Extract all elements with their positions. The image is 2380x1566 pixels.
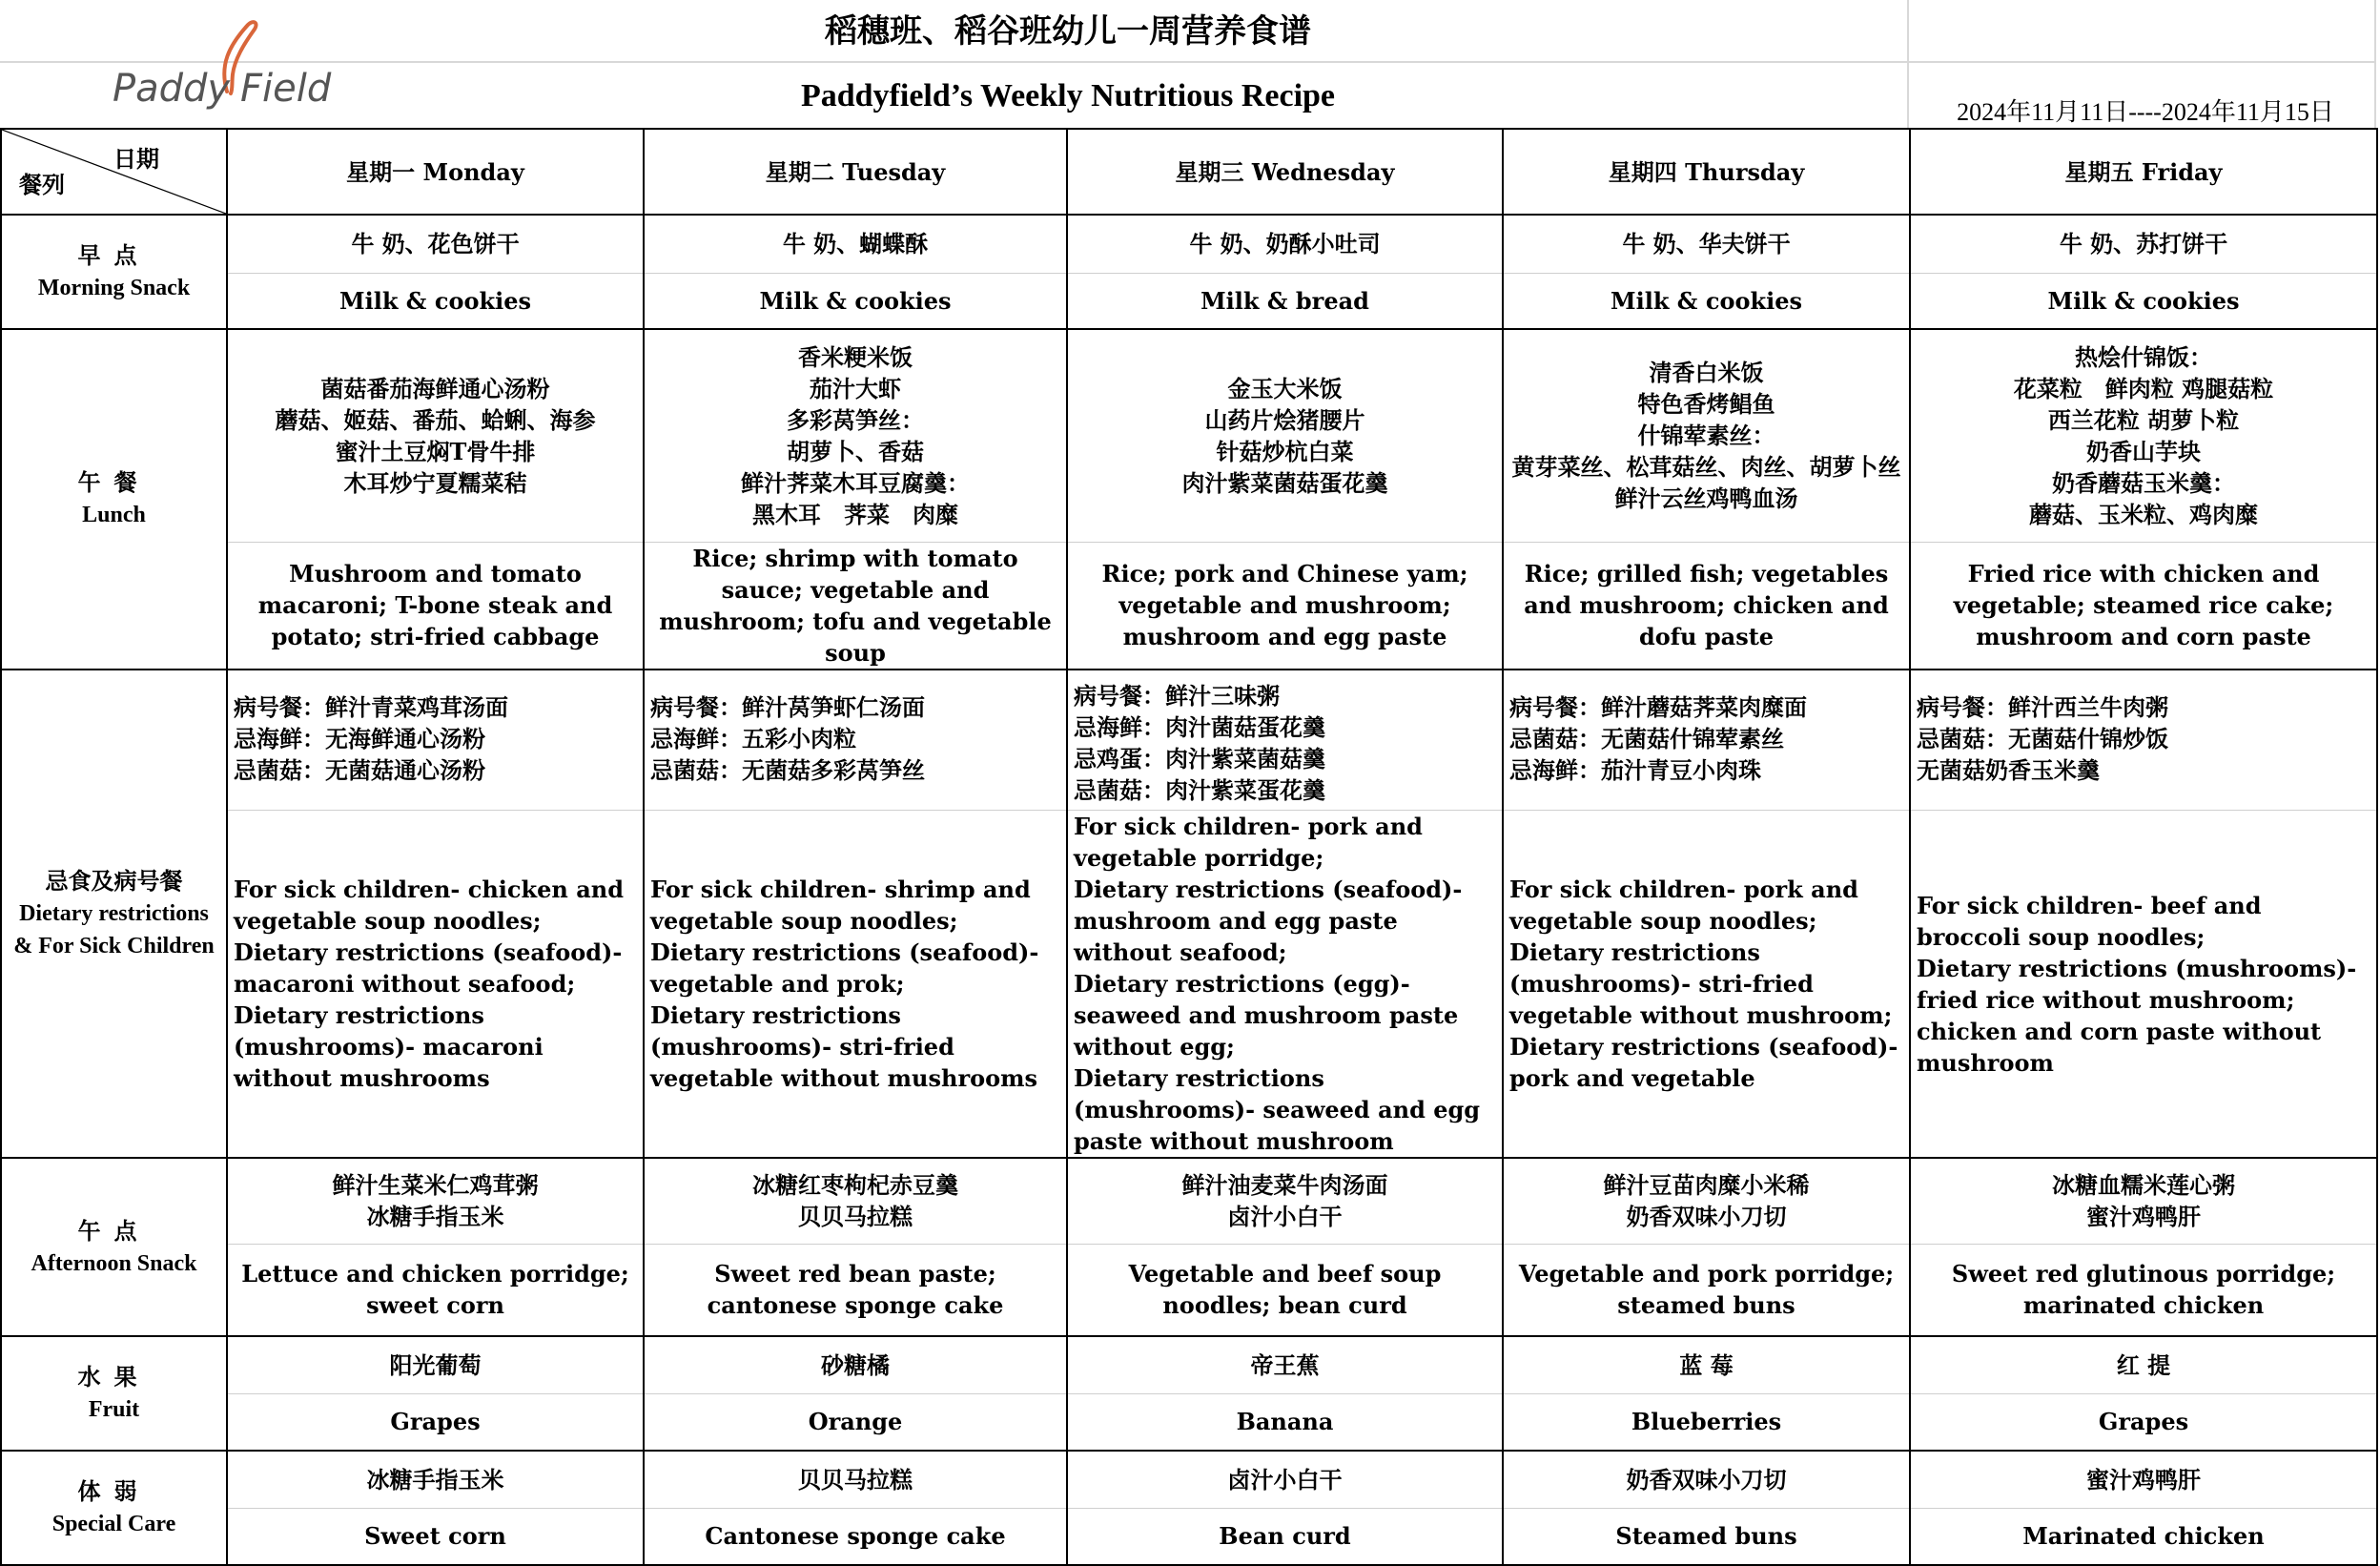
lunch-row-cn <box>1 329 2377 542</box>
header-gridline <box>1907 0 1909 128</box>
fruit-en-tue: Orange <box>644 1393 1067 1451</box>
fruit-cn-wed: 帝王蕉 <box>1067 1336 1503 1393</box>
morning-snack-cn-fri: 牛 奶、苏打饼干 <box>1910 215 2377 273</box>
fruit-row-en <box>1 1393 2377 1451</box>
corner-date-label: 日期 <box>113 145 159 173</box>
fruit-row-cn <box>1 1336 2377 1393</box>
day-header-friday: 星期五 Friday <box>1910 129 2377 215</box>
category-cn: 体弱 <box>77 1477 151 1505</box>
special-care-en-tue: Cantonese sponge cake <box>644 1508 1067 1565</box>
dietary-en-tue: For sick children- shrimp and vegetable soup noodles; Dietary restrictions (seafood)- vegetable and prok; Dietary restrictions (mushrooms)- stri-fried vegetable without mushrooms <box>644 811 1067 1159</box>
lunch-cn-fri: 热烩什锦饭： 花菜粒 鲜肉粒 鸡腿菇粒 西兰花粒 胡萝卜粒 奶香山芋块 奶香蘑菇玉米羹： 蘑菇、玉米粒、鸡肉糜 <box>1910 329 2377 542</box>
special-care-cn-tue: 贝贝马拉糕 <box>644 1451 1067 1508</box>
lunch-cn-mon: 菌菇番茄海鲜通心汤粉 蘑菇、姬菇、番茄、蛤蜊、海参 蜜汁土豆焖T骨牛排 木耳炒宁夏糯菜秸 <box>227 329 644 542</box>
fruit-cn-mon: 阳光葡萄 <box>227 1336 644 1393</box>
afternoon-snack-cn-tue: 冰糖红枣枸杞赤豆羹 贝贝马拉糕 <box>644 1158 1067 1244</box>
afternoon-snack-cn-wed: 鲜汁油麦菜牛肉汤面 卤汁小白干 <box>1067 1158 1503 1244</box>
category-lunch <box>1 329 227 670</box>
day-header-monday: 星期一 Monday <box>227 129 644 215</box>
dietary-row-cn <box>1 670 2377 811</box>
dietary-en-mon: For sick children- chicken and vegetable soup noodles; Dietary restrictions (seafood)- macaroni without seafood; Dietary restrictions (mushrooms)- macaroni without mushrooms <box>227 811 644 1159</box>
fruit-en-wed: Banana <box>1067 1393 1503 1451</box>
special-care-cn-thu: 奶香双味小刀切 <box>1503 1451 1910 1508</box>
fruit-cn-thu: 蓝 莓 <box>1503 1336 1910 1393</box>
morning-snack-cn-wed: 牛 奶、奶酥小吐司 <box>1067 215 1503 273</box>
category-cn: 午点 <box>77 1216 151 1245</box>
category-en: Morning Snack <box>37 276 191 300</box>
corner-meal-label: 餐列 <box>19 171 65 198</box>
special-care-en-fri: Marinated chicken <box>1910 1508 2377 1565</box>
afternoon-snack-en-tue: Sweet red bean paste; cantonese sponge cake <box>644 1244 1067 1336</box>
category-en: Afternoon Snack <box>31 1250 197 1276</box>
category-special-care <box>1 1451 227 1565</box>
lunch-en-mon: Mushroom and tomato macaroni; T-bone steak and potato; stri-fried cabbage <box>227 542 644 670</box>
dietary-en-fri: For sick children- beef and broccoli soup noodles; Dietary restrictions (mushrooms)- fried rice without mushroom; chicken and corn paste without mushroom <box>1910 811 2377 1159</box>
category-fruit <box>1 1336 227 1451</box>
header-gridline <box>2374 0 2376 128</box>
afternoon-snack-row-cn <box>1 1158 2377 1244</box>
afternoon-snack-en-fri: Sweet red glutinous porridge; marinated chicken <box>1910 1244 2377 1336</box>
special-care-cn-fri: 蜜汁鸡鸭肝 <box>1910 1451 2377 1508</box>
lunch-en-thu: Rice; grilled fish; vegetables and mushroom; chicken and dofu paste <box>1503 542 1910 670</box>
day-header-wednesday: 星期三 Wednesday <box>1067 129 1503 215</box>
special-care-row-cn <box>1 1451 2377 1508</box>
dietary-cn-mon: 病号餐：鲜汁青菜鸡茸汤面 忌海鲜：无海鲜通心汤粉 忌菌菇：无菌菇通心汤粉 <box>227 670 644 811</box>
morning-snack-row-cn <box>1 215 2377 273</box>
menu-table <box>0 128 2378 1566</box>
morning-snack-cn-mon: 牛 奶、花色饼干 <box>227 215 644 273</box>
title-english: Paddyfield’s Weekly Nutritious Recipe <box>800 78 1336 113</box>
dietary-en-wed: For sick children- pork and vegetable porridge; Dietary restrictions (seafood)- mushroom and egg paste without seafood; Dietary restrictions (egg)- seaweed and mushroom paste without egg; Dietary restrictions (mushrooms)- seaweed and egg paste without mushroom <box>1067 811 1503 1159</box>
category-cn: 早点 <box>77 241 151 269</box>
category-en: Fruit <box>88 1397 140 1422</box>
category-afternoon-snack <box>1 1158 227 1336</box>
morning-snack-en-wed: Milk & bread <box>1067 273 1503 329</box>
title-chinese: 稻穗班、稻谷班幼儿一周营养食谱 <box>825 12 1311 51</box>
category-dietary <box>1 670 227 1159</box>
lunch-cn-wed: 金玉大米饭 山药片烩猪腰片 针菇炒杭白菜 肉汁紫菜菌菇蛋花羹 <box>1067 329 1503 542</box>
lunch-cn-tue: 香米粳米饭 茄汁大虾 多彩莴笋丝： 胡萝卜、香菇 鲜汁荠菜木耳豆腐羹： 黑木耳 荠菜 肉糜 <box>644 329 1067 542</box>
logo-graphic <box>105 17 343 113</box>
morning-snack-cn-tue: 牛 奶、蝴蝶酥 <box>644 215 1067 273</box>
special-care-en-thu: Steamed buns <box>1503 1508 1910 1565</box>
day-header-thursday: 星期四 Thursday <box>1503 129 1910 215</box>
lunch-en-wed: Rice; pork and Chinese yam; vegetable and mushroom; mushroom and egg paste <box>1067 542 1503 670</box>
dietary-en-thu: For sick children- pork and vegetable soup noodles; Dietary restrictions (mushrooms)- stri-fried vegetable without mushroom; Dietary restrictions (seafood)- pork and vegetable <box>1503 811 1910 1159</box>
morning-snack-en-tue: Milk & cookies <box>644 273 1067 329</box>
morning-snack-row-en <box>1 273 2377 329</box>
lunch-row-en <box>1 542 2377 670</box>
fruit-en-thu: Blueberries <box>1503 1393 1910 1451</box>
afternoon-snack-cn-mon: 鲜汁生菜米仁鸡茸粥 冰糖手指玉米 <box>227 1158 644 1244</box>
lunch-cn-thu: 清香白米饭 特色香烤鲳鱼 什锦荤素丝： 黄芽菜丝、松茸菇丝、肉丝、胡萝卜丝 鲜汁云丝鸡鸭血汤 <box>1503 329 1910 542</box>
morning-snack-en-mon: Milk & cookies <box>227 273 644 329</box>
dietary-cn-tue: 病号餐：鲜汁莴笋虾仁汤面 忌海鲜：五彩小肉粒 忌菌菇：无菌菇多彩莴笋丝 <box>644 670 1067 811</box>
category-en: Special Care <box>51 1512 176 1536</box>
fruit-en-mon: Grapes <box>227 1393 644 1451</box>
afternoon-snack-en-thu: Vegetable and pork porridge; steamed buns <box>1503 1244 1910 1336</box>
fruit-cn-fri: 红 提 <box>1910 1336 2377 1393</box>
category-en: Lunch <box>82 503 146 528</box>
corner-cell <box>1 129 227 215</box>
paddy-field-logo <box>105 17 343 113</box>
dietary-cn-fri: 病号餐：鲜汁西兰牛肉粥 忌菌菇：无菌菇什锦炒饭 无菌菇奶香玉米羹 <box>1910 670 2377 811</box>
special-care-row-en <box>1 1508 2377 1565</box>
day-header-tuesday: 星期二 Tuesday <box>644 129 1067 215</box>
afternoon-snack-cn-thu: 鲜汁豆苗肉糜小米稀 奶香双味小刀切 <box>1503 1158 1910 1244</box>
fruit-cn-tue: 砂糖橘 <box>644 1336 1067 1393</box>
special-care-en-mon: Sweet corn <box>227 1508 644 1565</box>
category-cn: 午餐 <box>77 468 151 497</box>
special-care-en-wed: Bean curd <box>1067 1508 1503 1565</box>
lunch-en-fri: Fried rice with chicken and vegetable; steamed rice cake; mushroom and corn paste <box>1910 542 2377 670</box>
morning-snack-en-fri: Milk & cookies <box>1910 273 2377 329</box>
category-morning-snack <box>1 215 227 329</box>
afternoon-snack-en-mon: Lettuce and chicken porridge; sweet corn <box>227 1244 644 1336</box>
category-en: Dietary restrictions & For Sick Children <box>13 900 215 958</box>
svg-text:Field: Field <box>240 67 332 111</box>
date-range: 2024年11月11日----2024年11月15日 <box>1957 98 2334 126</box>
special-care-cn-mon: 冰糖手指玉米 <box>227 1451 644 1508</box>
afternoon-snack-row-en <box>1 1244 2377 1336</box>
morning-snack-cn-thu: 牛 奶、华夫饼干 <box>1503 215 1910 273</box>
category-cn: 水果 <box>77 1363 151 1391</box>
lunch-en-tue: Rice; shrimp with tomato sauce; vegetable and mushroom; tofu and vegetable soup <box>644 542 1067 670</box>
category-cn: 忌食及病号餐 <box>45 866 183 895</box>
morning-snack-en-thu: Milk & cookies <box>1503 273 1910 329</box>
special-care-cn-wed: 卤汁小白干 <box>1067 1451 1503 1508</box>
day-header-row <box>1 129 2377 215</box>
dietary-cn-wed: 病号餐：鲜汁三味粥 忌海鲜：肉汁菌菇蛋花羹 忌鸡蛋：肉汁紫菜菌菇羹 忌菌菇：肉汁紫菜蛋花羹 <box>1067 670 1503 811</box>
header-gridline <box>0 61 2376 63</box>
afternoon-snack-en-wed: Vegetable and beef soup noodles; bean curd <box>1067 1244 1503 1336</box>
afternoon-snack-cn-fri: 冰糖血糯米莲心粥 蜜汁鸡鸭肝 <box>1910 1158 2377 1244</box>
dietary-row-en <box>1 811 2377 1159</box>
svg-text:Paddy: Paddy <box>113 67 231 111</box>
dietary-cn-thu: 病号餐：鲜汁蘑菇荠菜肉糜面 忌菌菇：无菌菇什锦荤素丝 忌海鲜：茄汁青豆小肉珠 <box>1503 670 1910 811</box>
fruit-en-fri: Grapes <box>1910 1393 2377 1451</box>
